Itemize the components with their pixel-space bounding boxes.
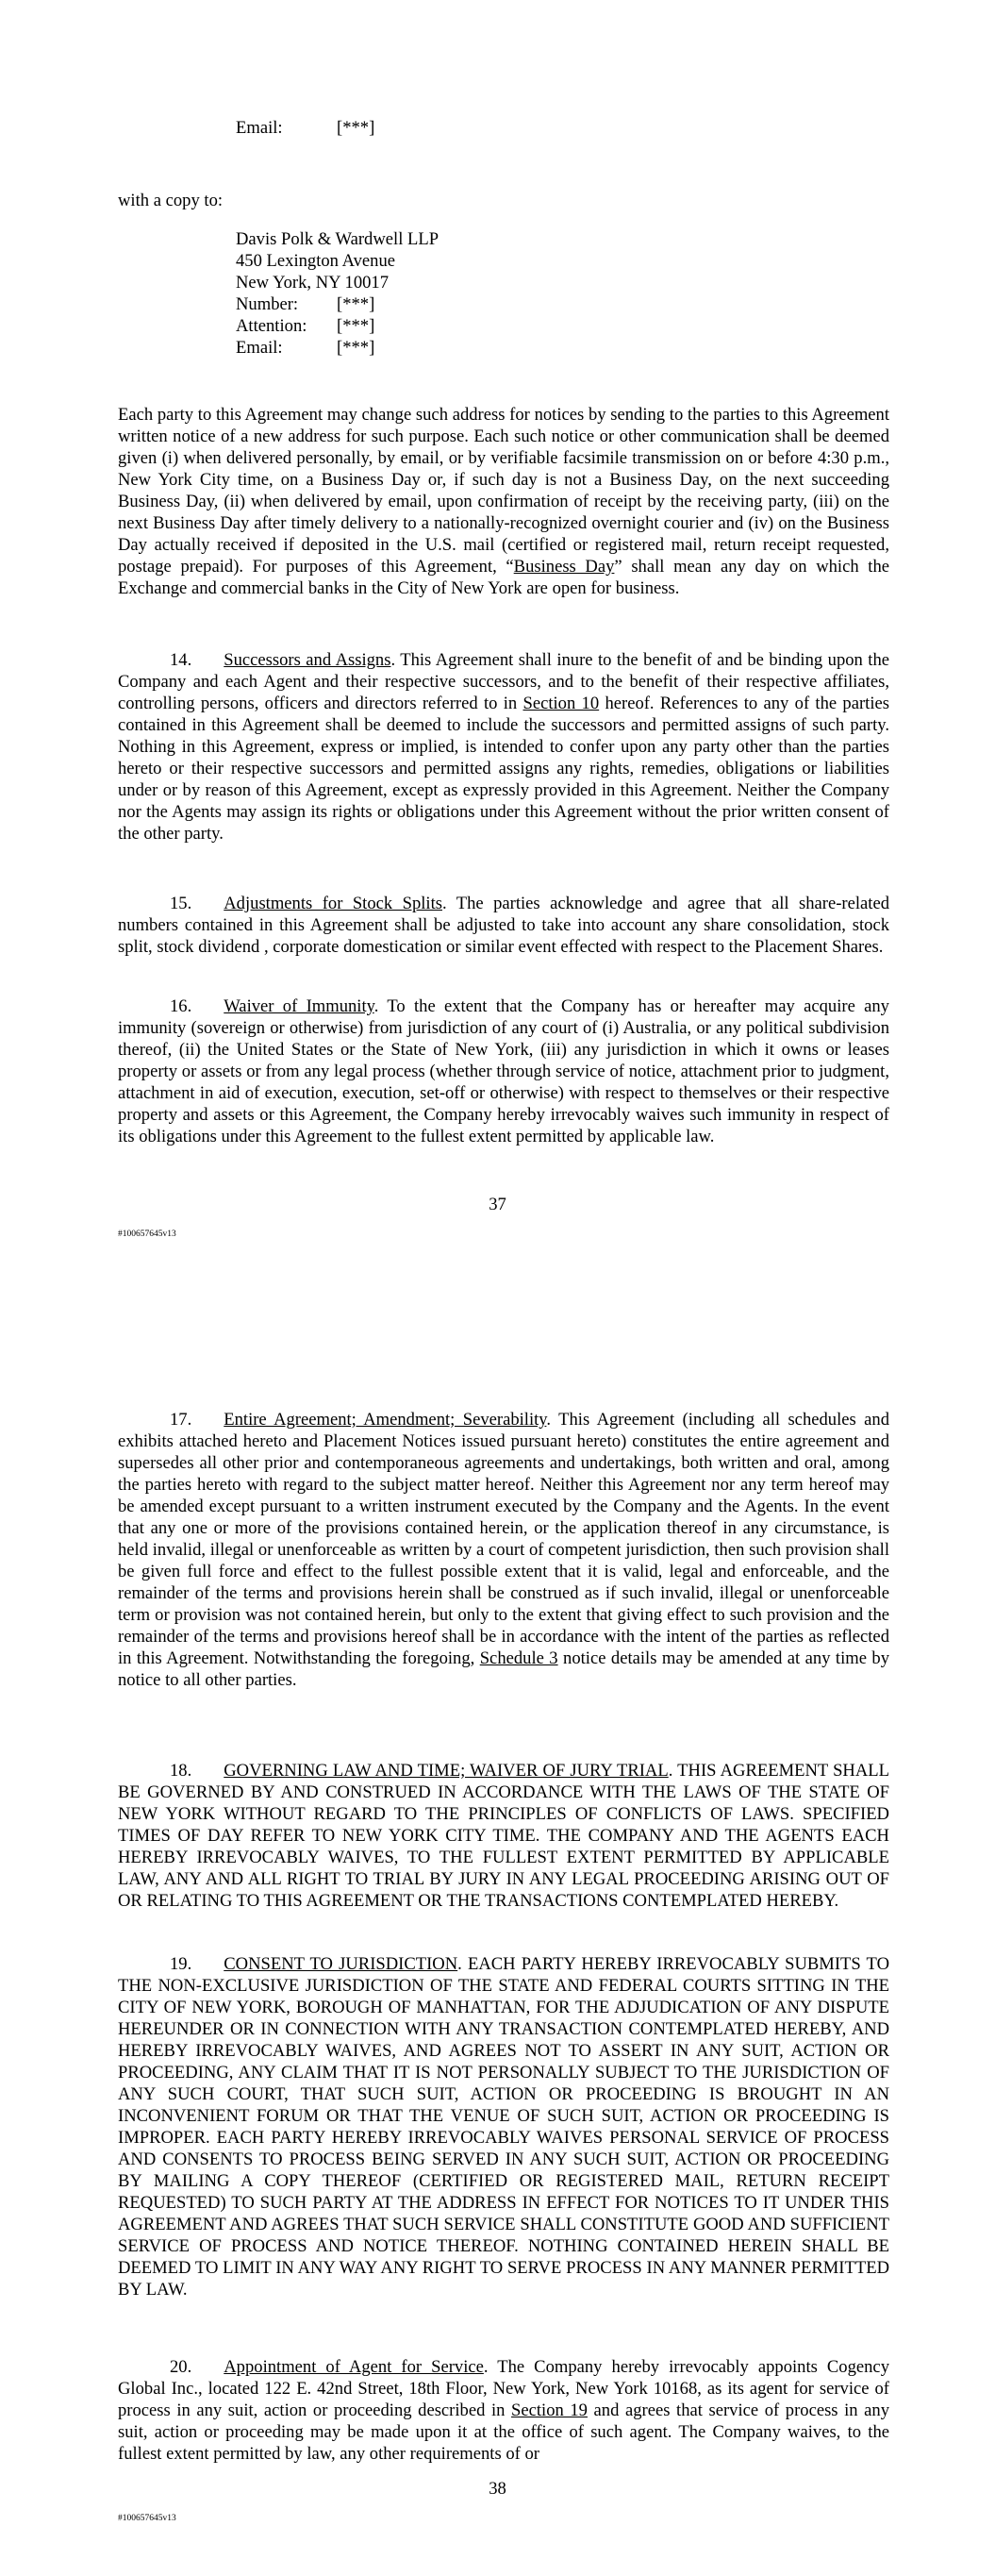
email-line <box>236 117 374 139</box>
section-number: 19. <box>170 1954 192 1974</box>
copy-intro: with a copy to: <box>118 191 224 210</box>
attention-line <box>236 315 374 337</box>
attention-label: Attention: <box>236 316 307 336</box>
section-text-b: notice details may be amended at any time by notice to all other parties. <box>118 1648 889 1690</box>
email-label: Email: <box>236 118 283 138</box>
email-value: [***] <box>337 118 375 138</box>
section-title: Waiver of Immunity <box>224 996 374 1016</box>
section-ref-link: Section 10 <box>522 694 600 713</box>
notice-paragraph <box>118 404 889 599</box>
copy-email-line <box>236 337 374 359</box>
page-number: 37 <box>489 1195 506 1214</box>
section-19 <box>118 1953 889 2300</box>
section-text-b: and agrees that service of process in any suit, action or proceeding may be made upon it at the office of such agent. The Company waives, to the fullest extent permitted by law, any other requirements of or <box>118 2400 890 2464</box>
section-number: 14. <box>170 650 192 670</box>
section-number: 17. <box>170 1410 192 1430</box>
section-ref-link: Schedule 3 <box>479 1648 558 1668</box>
copy-email-value: [***] <box>337 338 375 358</box>
section-text: . The parties acknowledge and agree that all share-related numbers contained in this Agreement shall be adjusted to take into account any share consolidation, stock split, stock dividend , corporate domestication or similar event effected with respect to the Placement Shares. <box>118 894 889 957</box>
number-label: Number: <box>236 294 299 314</box>
section-20 <box>118 2356 889 2465</box>
document-id: #100657645v13 <box>118 2514 176 2523</box>
section-title: Adjustments for Stock Splits <box>224 894 442 913</box>
document-id: #100657645v13 <box>118 1229 176 1239</box>
section-text: . EACH PARTY HEREBY IRREVOCABLY SUBMITS TO THE NON-EXCLUSIVE JURISDICTION OF THE STATE AND FEDERAL COURTS SITTING IN THE CITY OF NEW YORK, BOROUGH OF MANHATTAN, FOR THE ADJUDICATION OF ANY DISPUTE HEREUNDER OR IN CONNECTION WITH ANY TRANSACTION CONTEMPLATED HEREBY, AND HEREBY IRREVOCABLY WAIVES, AND AGREES NOT TO ASSERT IN ANY SUIT, ACTION OR PROCEEDING, ANY CLAIM THAT IT IS NOT PERSONALLY SUBJECT TO THE JURISDICTION OF ANY SUCH COURT, THAT SUCH SUIT, ACTION OR PROCEEDING IS BROUGHT IN AN INCONVENIENT FORUM OR THAT THE VENUE OF SUCH SUIT, ACTION OR PROCEEDING IS IMPROPER. EACH PARTY HEREBY IRREVOCABLY WAIVES PERSONAL SERVICE OF PROCESS AND CONSENTS TO PROCESS BEING SERVED IN ANY SUCH SUIT, ACTION OR PROCEEDING BY MAILING A COPY THEREOF (CERTIFIED OR REGISTERED MAIL, RETURN RECEIPT REQUESTED) TO SUCH PARTY AT THE ADDRESS IN EFFECT FOR NOTICES TO IT UNDER THIS AGREEMENT AND AGREES THAT SUCH SERVICE SHALL CONSTITUTE GOOD AND SUFFICIENT SERVICE OF PROCESS AND NOTICE THEREOF. NOTHING CONTAINED HEREIN SHALL BE DEEMED TO LIMIT IN ANY WAY ANY RIGHT TO SERVE PROCESS IN ANY MANNER PERMITTED BY LAW. <box>118 1954 889 2300</box>
attention-value: [***] <box>337 316 375 336</box>
notice-text-b: ” shall mean any day on which the Exchange and commercial banks in the City of New York are open for business. <box>118 557 890 598</box>
section-ref-link: Section 19 <box>511 2400 588 2420</box>
section-16 <box>118 995 889 1147</box>
section-number: 20. <box>170 2357 192 2377</box>
number-line <box>236 293 374 315</box>
section-title: Entire Agreement; Amendment; Severability <box>224 1410 547 1430</box>
section-18 <box>118 1760 889 1912</box>
section-title: GOVERNING LAW AND TIME; WAIVER OF JURY TRIAL <box>224 1761 669 1781</box>
section-title: CONSENT TO JURISDICTION <box>224 1954 458 1974</box>
number-value: [***] <box>337 294 375 314</box>
page-number: 38 <box>489 2479 506 2499</box>
section-number: 15. <box>170 894 192 913</box>
section-text-a: . The Company hereby irrevocably appoints Cogency Global Inc., located 122 E. 42nd Street, 18th Floor, New York, New York 10168, as its agent for service of process in any suit, action or proceeding described in <box>118 2357 889 2420</box>
copy-email-label: Email: <box>236 338 283 358</box>
section-14 <box>118 649 889 845</box>
document-page-38 <box>0 1288 995 2576</box>
defined-term-business-day: Business Day <box>513 557 615 577</box>
section-number: 18. <box>170 1761 192 1781</box>
section-text-b: hereof. References to any of the parties contained in this Agreement shall be deemed to include the successors and permitted assigns of such party. Nothing in this Agreement, express or implied, is intended to confer upon any party other than the parties hereto or their respective successors and permitted assigns any rights, remedies, obligations or liabilities under or by reason of this Agreement, except as expressly provided in this Agreement. Neither the Company nor the Agents may assign its rights or obligations under this Agreement without the prior written consent of the other party. <box>118 694 889 844</box>
firm-name: Davis Polk & Wardwell LLP <box>236 229 439 249</box>
section-text-a: . This Agreement shall inure to the benefit of and be binding upon the Company and each Agent and their respective successors, and to the benefit of their respective affiliates, controlling persons, officers and directors referred to in <box>118 650 889 713</box>
section-title: Appointment of Agent for Service <box>224 2357 484 2377</box>
section-number: 16. <box>170 996 192 1016</box>
section-17 <box>118 1409 889 1691</box>
firm-city: New York, NY 10017 <box>236 273 390 293</box>
notice-text-a: Each party to this Agreement may change such address for notices by sending to the parties to this Agreement written notice of a new address for such purpose. Each such notice or other communication shall be deemed given (i) when delivered personally, by email, or by verifiable facsimile transmission on or before 4:30 p.m., New York City time, on a Business Day or, if such day is not a Business Day, on the next succeeding Business Day, (ii) when delivered by email, upon confirmation of receipt by the receiving party, (iii) on the next Business Day after timely delivery to a nationally-recognized overnight courier and (iv) on the Business Day actually received if deposited in the U.S. mail (certified or registered mail, return receipt requested, postage prepaid). For purposes of this Agreement, “ <box>118 405 889 577</box>
section-text-a: . This Agreement (including all schedules and exhibits attached hereto and Placement Notices issued pursuant hereto) constitutes the entire agreement and supersedes all other prior and contemporaneous agreements and undertakings, both written and oral, among the parties hereto with regard to the subject matter hereof. Neither this Agreement nor any term hereof may be amended except pursuant to a written instrument executed by the Company and the Agents. In the event that any one or more of the provisions contained herein, or the application thereof in any circumstance, is held invalid, illegal or unenforceable as written by a court of competent jurisdiction, then such provision shall be given full force and effect to the fullest possible extent that it is valid, legal and enforceable, and the remainder of the terms and provisions herein shall be construed as if such invalid, illegal or unenforceable term or provision was not contained herein, but only to the extent that giving effect to such provision and the remainder of the terms and provisions hereof shall be in accordance with the intent of the parties as reflected in this Agreement. Notwithstanding the foregoing, <box>118 1410 890 1668</box>
section-title: Successors and Assigns <box>224 650 391 670</box>
section-text: . THIS AGREEMENT SHALL BE GOVERNED BY AND CONSTRUED IN ACCORDANCE WITH THE LAWS OF THE STATE OF NEW YORK WITHOUT REGARD TO THE PRINCIPLES OF CONFLICTS OF LAWS. SPECIFIED TIMES OF DAY REFER TO NEW YORK CITY TIME. THE COMPANY AND THE AGENTS EACH HEREBY IRREVOCABLY WAIVES, TO THE FULLEST EXTENT PERMITTED BY APPLICABLE LAW, ANY AND ALL RIGHT TO TRIAL BY JURY IN ANY LEGAL PROCEEDING ARISING OUT OF OR RELATING TO THIS AGREEMENT OR THE TRANSACTIONS CONTEMPLATED HEREBY. <box>118 1761 889 1911</box>
section-text: . To the extent that the Company has or hereafter may acquire any immunity (sovereign or otherwise) from jurisdiction of any court of (i) Australia, or any political subdivision thereof, (ii) the United States or the State of New York, (iii) any jurisdiction in which it owns or leases property or assets or from any legal process (whether through service of notice, attachment prior to judgment, attachment in aid of execution, execution, set-off or otherwise) with respect to themselves or their respective property and assets or this Agreement, the Company hereby irrevocably waives such immunity in respect of its obligations under this Agreement to the fullest extent permitted by applicable law. <box>118 996 889 1146</box>
firm-street: 450 Lexington Avenue <box>236 251 396 271</box>
section-15 <box>118 893 889 958</box>
